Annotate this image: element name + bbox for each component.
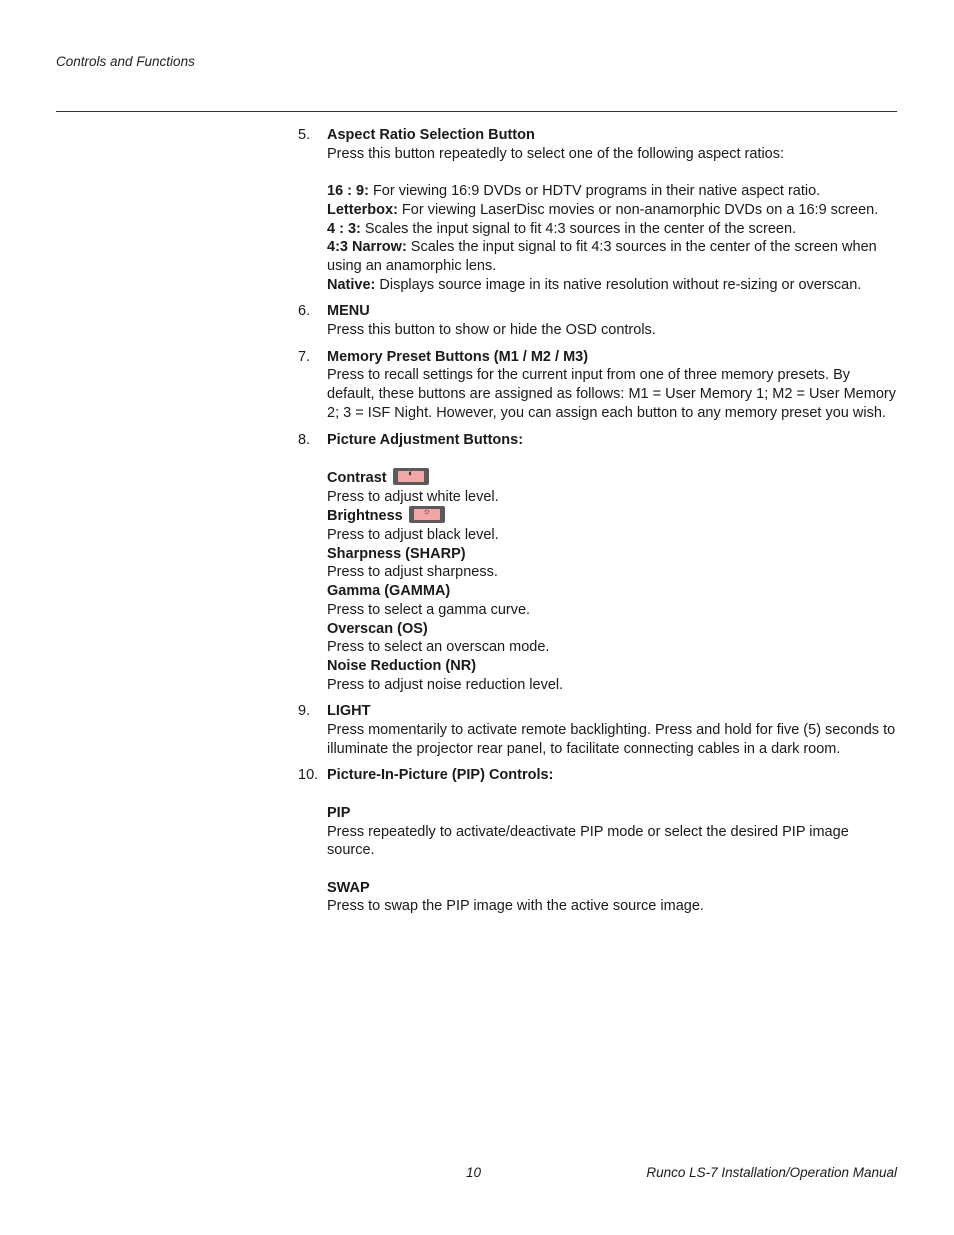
control-name: Gamma (GAMMA) <box>327 583 451 600</box>
swap-title: SWAP <box>327 879 370 896</box>
item-number: 5. <box>298 127 311 143</box>
pip-description: Press repeatedly to activate/deactivate PIP mode or select the desired PIP image source. <box>327 823 849 859</box>
item-description: Press this button to show or hide the OSD controls. <box>327 322 656 339</box>
brightness-icon: ☼ <box>409 506 445 523</box>
list-item-aspect-ratio <box>298 126 898 294</box>
item-description: Press this button repeatedly to select one of the following aspect ratios: <box>327 145 785 162</box>
control-name: Brightness <box>327 508 403 525</box>
running-header: Controls and Functions <box>56 54 195 69</box>
list-item-picture-adjustment <box>298 431 898 695</box>
control-brightness <box>327 506 898 526</box>
control-name: Contrast <box>327 469 387 486</box>
list-item-memory-presets <box>298 348 898 423</box>
item-number: 6. <box>298 303 311 320</box>
page-number: 10 <box>466 1165 482 1180</box>
main-content <box>298 126 898 924</box>
list-item-menu <box>298 302 898 339</box>
ratio-4-3-narrow: 4:3 Narrow: Scales the input signal to fit 4:3 sources in the center of the screen when using an anamorphic lens. <box>327 239 877 274</box>
list-item-pip <box>298 766 898 916</box>
item-number: 7. <box>298 348 311 365</box>
contrast-icon: ◐ <box>393 468 429 485</box>
control-description: Press to select a gamma curve. <box>327 601 531 618</box>
list-item-light <box>298 702 898 758</box>
control-description: Press to select an overscan mode. <box>327 639 550 656</box>
item-number: 10. <box>298 767 319 784</box>
control-name: Overscan (OS) <box>327 620 428 637</box>
control-description: Press to adjust sharpness. <box>327 564 498 581</box>
control-description: Press to adjust noise reduction level. <box>327 676 564 693</box>
item-title: MENU <box>327 303 370 320</box>
item-description: Press momentarily to activate remote backlighting. Press and hold for five (5) seconds to illuminate the projector rear panel, to facilitate connecting cables in a dark room. <box>327 722 896 757</box>
ratio-letterbox: Letterbox: For viewing LaserDisc movies or non-anamorphic DVDs on a 16:9 screen. <box>327 201 879 218</box>
manual-title: Runco LS-7 Installation/Operation Manual <box>646 1165 897 1180</box>
item-number: 8. <box>298 431 311 448</box>
ratio-4-3: 4 : 3: Scales the input signal to fit 4:3 sources in the center of the screen. <box>327 220 797 237</box>
item-title: Aspect Ratio Selection Button <box>327 127 535 143</box>
swap-description: Press to swap the PIP image with the active source image. <box>327 898 704 915</box>
control-description: Press to adjust white level. <box>327 488 499 505</box>
control-contrast <box>327 468 898 488</box>
item-description: Press to recall settings for the current input from one of three memory presets. By default, these buttons are assigned as follows: M1 = User Memory 1; M2 = User Memory 2; 3 = ISF Night. However, you can assign each button to any memory preset you wish. <box>327 367 896 421</box>
ratio-native: Native: Displays source image in its native resolution without re-sizing or overscan. <box>327 276 862 293</box>
item-title: Memory Preset Buttons (M1 / M2 / M3) <box>327 348 589 365</box>
item-title: Picture Adjustment Buttons: <box>327 431 524 448</box>
item-title: Picture-In-Picture (PIP) Controls: <box>327 767 554 784</box>
item-title: LIGHT <box>327 703 371 720</box>
header-divider <box>56 111 897 112</box>
pip-title: PIP <box>327 804 351 821</box>
ratio-16-9: 16 : 9: For viewing 16:9 DVDs or HDTV programs in their native aspect ratio. <box>327 183 821 200</box>
control-description: Press to adjust black level. <box>327 527 499 544</box>
item-number: 9. <box>298 703 311 720</box>
control-name: Sharpness (SHARP) <box>327 545 466 562</box>
control-name: Noise Reduction (NR) <box>327 657 477 674</box>
